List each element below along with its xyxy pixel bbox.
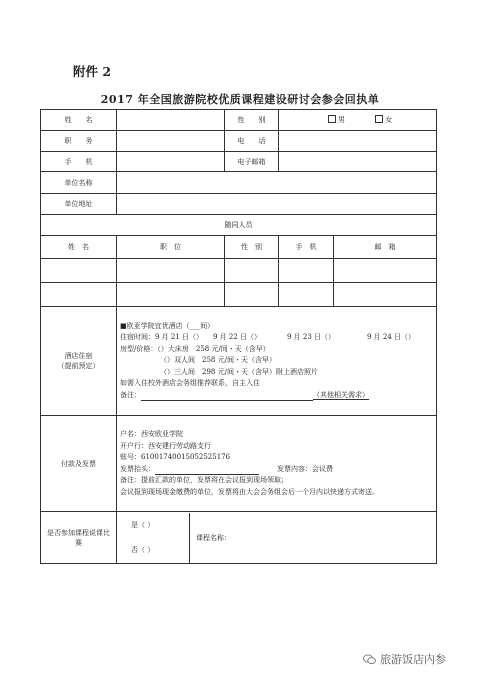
companion-gender-cell[interactable] [225,283,279,307]
bank-name: 开户行：西安建行劳动路支行 [120,441,211,450]
payment-note-2: 会议报到现场现金缴费的单位，发票将由大会会务组会后一个月内以快递方式寄送。 [120,487,379,496]
payment-details [117,416,437,512]
companion-email-cell[interactable] [334,283,437,307]
gender-options [279,110,437,131]
email-label: 电子邮箱 [225,152,279,172]
email-field[interactable] [279,152,437,172]
position-field[interactable] [117,131,225,152]
companion-gender-cell[interactable] [225,259,279,283]
invoice-title-field[interactable] [155,466,259,475]
mobile-label: 手 机 [41,152,117,172]
col-email: 邮 箱 [334,236,437,259]
companion-name-cell[interactable] [41,283,117,307]
room-type-line: 房型/价格：（）大床房 258 元/间・天（含早） [120,344,270,353]
invoice-line: 发票抬头： 发票内容：会议费 [120,464,433,476]
companion-name-cell[interactable] [41,259,117,283]
col-mobile: 手 机 [279,236,334,259]
page-title: 2017 年全国旅游院校优质课程建设研讨会参会回执单 [100,93,380,106]
invoice-content: 发票内容：会议费 [277,464,333,473]
col-position: 职 位 [117,236,225,259]
room-king[interactable]: （）大床房 258 元/间・天（含早） [157,344,270,353]
date-22[interactable]: 9 月 22 日（） [213,333,262,342]
org-address-label: 单位地址 [41,194,117,215]
name-row [41,110,437,131]
yes-no-options [117,513,190,563]
hotel-label: 酒店住宿 （提前预定） [41,307,117,416]
date-21[interactable]: 9 月 21 日（） [155,333,204,342]
name-label: 姓 名 [41,110,117,131]
room-triple[interactable]: （）三人间 298 元/间・天（含早）附上酒店照片 [160,367,318,376]
companions-columns-row [41,236,437,259]
date-24[interactable]: 9 月 24 日（） [367,333,416,342]
checkin-dates: 住宿时间：9 月 21 日（） 9 月 22 日（） 9 月 23 日（） 9 月 24 日（） [120,332,433,344]
female-option[interactable]: 女 [375,116,392,124]
gender-label: 性 别 [225,110,279,131]
contest-row [41,512,437,564]
companions-header: 随同人员 [41,215,437,236]
remark-hint: （其他相关需求） [313,390,369,399]
org-name-field[interactable] [117,172,437,194]
course-name-label: 课程名称： [196,533,231,542]
male-checkbox[interactable] [328,115,336,123]
companion-mobile-cell[interactable] [279,283,334,307]
contest-yes[interactable]: 是（ ） [131,521,155,529]
attachment-label: 附件 2 [73,64,112,79]
mobile-field[interactable] [117,152,225,172]
watermark: 旅游饭店内参 [363,651,446,667]
registration-form [40,109,437,564]
companion-mobile-cell[interactable] [279,259,334,283]
companions-header-row [41,215,437,236]
hotel-row [41,307,437,416]
col-name: 姓 名 [41,236,117,259]
companion-row [41,283,437,307]
hotel-details [117,307,437,416]
col-gender: 性 别 [225,236,279,259]
hotel-option-line[interactable]: ■欧亚学院宜优酒店（___间） [120,321,215,330]
payment-label: 付款及发票 [41,416,117,512]
phone-field[interactable] [279,131,437,152]
account-name: 户名：西安欧亚学院 [120,430,183,438]
payment-note-1: 备注：提前汇款的单位，发票将在会议报到现场领取； [120,476,288,484]
date-23[interactable]: 9 月 23 日（） [287,333,336,342]
companion-position-cell[interactable] [117,283,225,307]
companion-position-cell[interactable] [117,259,225,283]
course-name-cell[interactable] [190,513,231,563]
remark-field[interactable] [141,392,313,401]
mobile-row [41,152,437,172]
outside-hotel-note: 如需入住校外酒店会务组推荐联系，自主入住 [120,379,260,388]
phone-label: 电 话 [225,131,279,152]
companion-row [41,259,437,283]
contest-no[interactable]: 否（ ） [131,546,155,554]
account-number: 账号：61001740015052525176 [120,453,231,461]
position-row [41,131,437,152]
org-address-row [41,194,437,215]
remark-line: 备注： （其他相关需求） [120,390,433,402]
org-address-field[interactable] [117,194,437,215]
male-option[interactable]: 男 [328,116,345,124]
companion-email-cell[interactable] [334,259,437,283]
org-name-label: 单位名称 [41,172,117,194]
payment-row [41,416,437,512]
name-field[interactable] [117,110,225,131]
position-label: 职 务 [41,131,117,152]
contest-label: 是否参加课程说课比赛 [41,512,117,564]
female-checkbox[interactable] [375,115,383,123]
room-twin[interactable]: （）双人间 258 元/间・天（含早） [160,356,276,365]
org-name-row [41,172,437,194]
contest-options [117,512,437,564]
wechat-icon [363,654,376,665]
